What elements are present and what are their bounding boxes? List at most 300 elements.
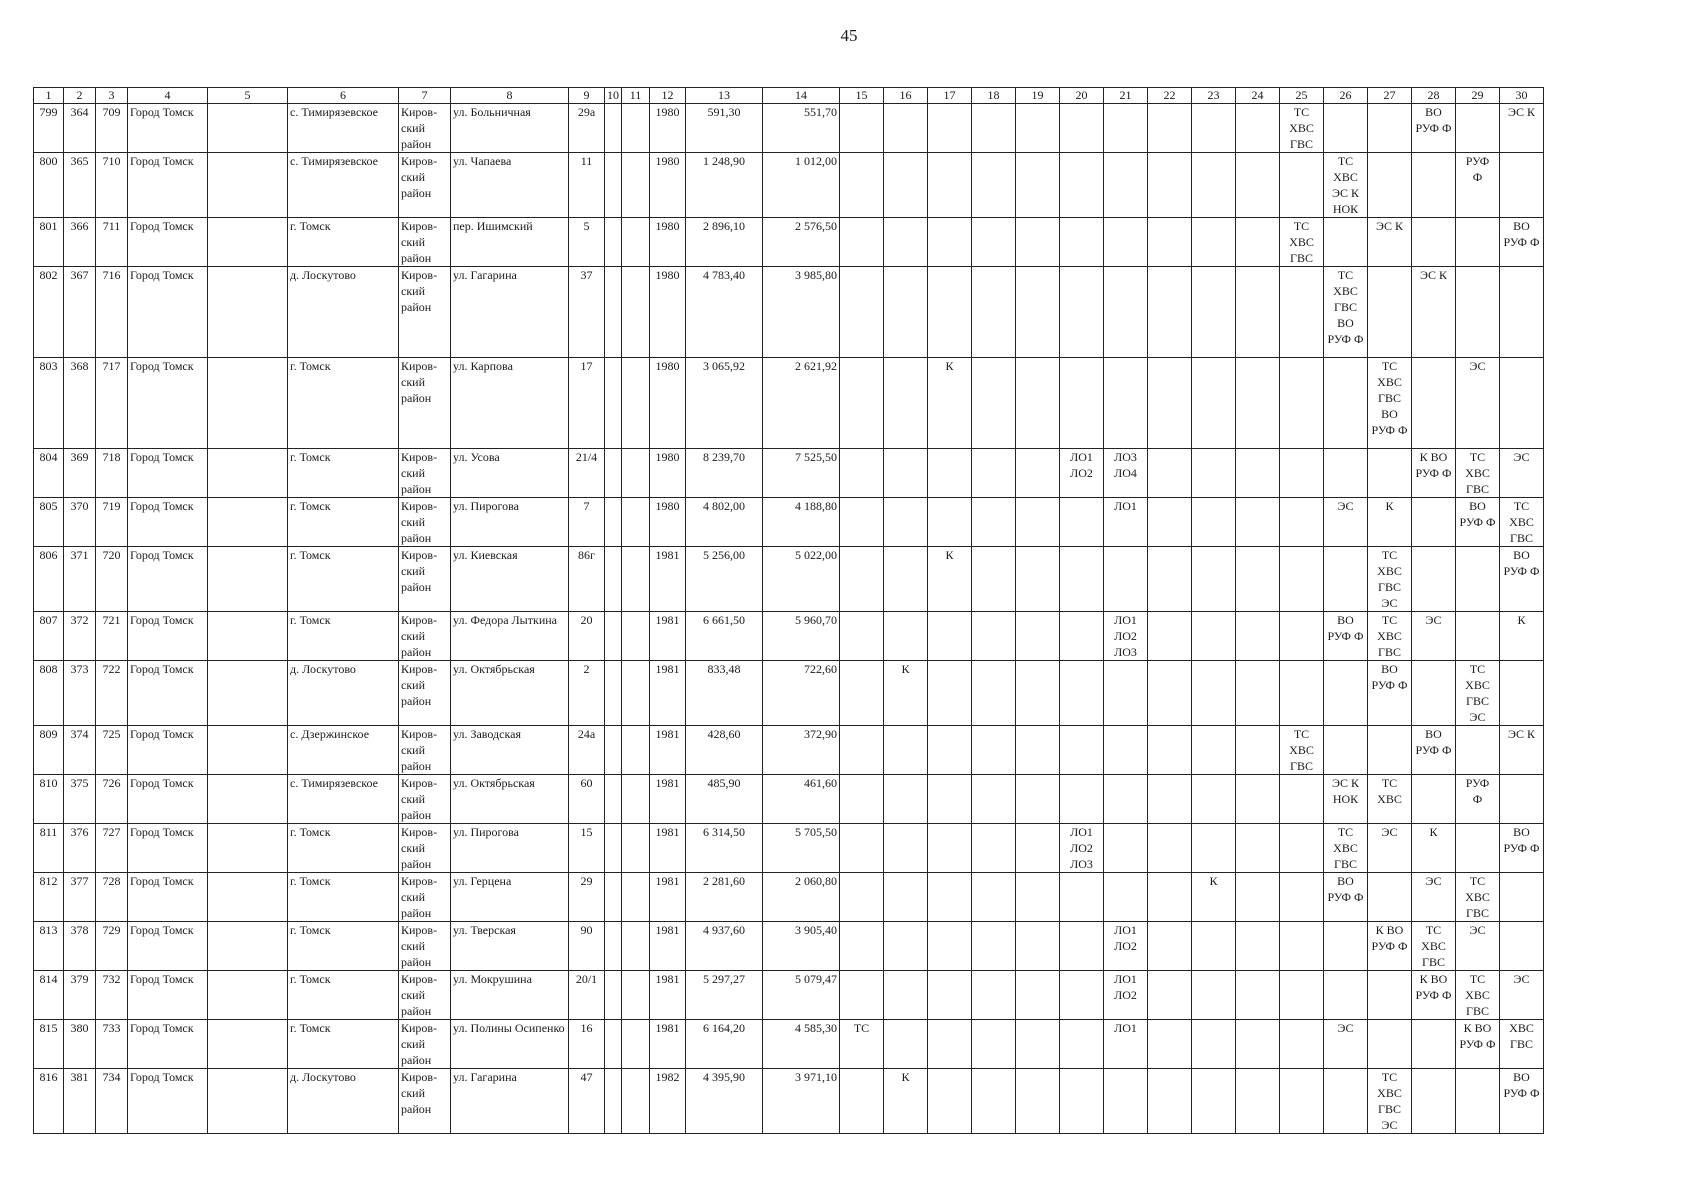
cell-col-22 xyxy=(1148,104,1192,153)
cell-street: ул. Мокрушина xyxy=(451,971,569,1020)
cell-total-area: 2 896,10 xyxy=(686,218,763,267)
cell-house-no: 29 xyxy=(569,873,605,922)
column-header-30: 30 xyxy=(1500,88,1544,104)
cell-col-24 xyxy=(1236,922,1280,971)
cell-house-no: 17 xyxy=(569,358,605,449)
cell-col-20 xyxy=(1060,358,1104,449)
cell-col-26 xyxy=(1324,922,1368,971)
cell-col-17 xyxy=(928,218,972,267)
cell-col-25 xyxy=(1280,153,1324,218)
table-row xyxy=(34,547,1544,612)
cell-col-10 xyxy=(605,358,622,449)
cell-col-19 xyxy=(1016,873,1060,922)
cell-living-area: 5 079,47 xyxy=(763,971,840,1020)
cell-col-11 xyxy=(622,1020,650,1069)
cell-col-30 xyxy=(1500,661,1544,726)
cell-settlement: г. Томск xyxy=(288,824,399,873)
cell-col-16 xyxy=(884,775,928,824)
cell-object-no: 734 xyxy=(96,1069,128,1134)
cell-district: Киров- ский район xyxy=(399,661,451,726)
cell-settlement: г. Томск xyxy=(288,971,399,1020)
cell-street: ул. Больничная xyxy=(451,104,569,153)
cell-col-21 xyxy=(1104,547,1148,612)
cell-col-21 xyxy=(1104,873,1148,922)
cell-col-25: ТС ХВС ГВС xyxy=(1280,218,1324,267)
cell-col-16 xyxy=(884,449,928,498)
cell-year-built: 1982 xyxy=(650,1069,686,1134)
cell-col-30: ХВС ГВС xyxy=(1500,1020,1544,1069)
cell-col-21 xyxy=(1104,775,1148,824)
cell-col-19 xyxy=(1016,661,1060,726)
cell-total-area: 2 281,60 xyxy=(686,873,763,922)
cell-living-area: 2 060,80 xyxy=(763,873,840,922)
cell-settlement: с. Тимирязевское xyxy=(288,104,399,153)
cell-row-no: 799 xyxy=(34,104,64,153)
cell-col-5 xyxy=(208,358,288,449)
cell-col-17 xyxy=(928,824,972,873)
cell-col-22 xyxy=(1148,547,1192,612)
cell-district: Киров- ский район xyxy=(399,612,451,661)
cell-col-19 xyxy=(1016,547,1060,612)
cell-year-built: 1981 xyxy=(650,922,686,971)
cell-settlement: с. Дзержинское xyxy=(288,726,399,775)
cell-col-15 xyxy=(840,612,884,661)
cell-settlement: д. Лоскутово xyxy=(288,267,399,358)
cell-col-26: ЭС xyxy=(1324,498,1368,547)
cell-street: пер. Ишимский xyxy=(451,218,569,267)
cell-living-area: 2 576,50 xyxy=(763,218,840,267)
cell-col-24 xyxy=(1236,547,1280,612)
cell-living-area: 1 012,00 xyxy=(763,153,840,218)
cell-col-18 xyxy=(972,661,1016,726)
cell-house-no: 47 xyxy=(569,1069,605,1134)
cell-local-no: 381 xyxy=(64,1069,96,1134)
cell-col-20 xyxy=(1060,612,1104,661)
cell-col-20 xyxy=(1060,547,1104,612)
cell-col-10 xyxy=(605,267,622,358)
cell-local-no: 379 xyxy=(64,971,96,1020)
cell-col-23 xyxy=(1192,661,1236,726)
cell-col-23 xyxy=(1192,726,1236,775)
table-row xyxy=(34,775,1544,824)
cell-col-10 xyxy=(605,498,622,547)
cell-municipality: Город Томск xyxy=(128,498,208,547)
cell-col-30: ЭС xyxy=(1500,971,1544,1020)
table-row xyxy=(34,104,1544,153)
cell-year-built: 1981 xyxy=(650,1020,686,1069)
cell-col-18 xyxy=(972,922,1016,971)
cell-object-no: 728 xyxy=(96,873,128,922)
cell-col-16 xyxy=(884,498,928,547)
cell-col-16 xyxy=(884,612,928,661)
cell-street: ул. Киевская xyxy=(451,547,569,612)
cell-house-no: 20 xyxy=(569,612,605,661)
cell-living-area: 5 022,00 xyxy=(763,547,840,612)
cell-row-no: 813 xyxy=(34,922,64,971)
cell-col-19 xyxy=(1016,726,1060,775)
cell-col-20 xyxy=(1060,661,1104,726)
column-header-20: 20 xyxy=(1060,88,1104,104)
column-header-23: 23 xyxy=(1192,88,1236,104)
cell-col-25 xyxy=(1280,922,1324,971)
cell-row-no: 815 xyxy=(34,1020,64,1069)
column-header-29: 29 xyxy=(1456,88,1500,104)
cell-col-27 xyxy=(1368,267,1412,358)
cell-col-27: ТС ХВС ГВС xyxy=(1368,612,1412,661)
cell-col-11 xyxy=(622,449,650,498)
column-number-header-row xyxy=(34,88,1544,104)
cell-col-22 xyxy=(1148,726,1192,775)
cell-col-5 xyxy=(208,873,288,922)
cell-district: Киров- ский район xyxy=(399,449,451,498)
cell-living-area: 2 621,92 xyxy=(763,358,840,449)
cell-col-29 xyxy=(1456,104,1500,153)
cell-col-26 xyxy=(1324,358,1368,449)
cell-total-area: 591,30 xyxy=(686,104,763,153)
cell-object-no: 733 xyxy=(96,1020,128,1069)
cell-col-15 xyxy=(840,218,884,267)
cell-col-16 xyxy=(884,1020,928,1069)
cell-settlement: г. Томск xyxy=(288,922,399,971)
cell-row-no: 807 xyxy=(34,612,64,661)
cell-settlement: г. Томск xyxy=(288,612,399,661)
cell-col-25 xyxy=(1280,449,1324,498)
cell-col-19 xyxy=(1016,1020,1060,1069)
column-header-1: 1 xyxy=(34,88,64,104)
cell-municipality: Город Томск xyxy=(128,358,208,449)
cell-object-no: 716 xyxy=(96,267,128,358)
cell-col-28: ТС ХВС ГВС xyxy=(1412,922,1456,971)
cell-col-24 xyxy=(1236,1020,1280,1069)
cell-col-20 xyxy=(1060,726,1104,775)
cell-col-5 xyxy=(208,104,288,153)
cell-col-17 xyxy=(928,498,972,547)
cell-col-22 xyxy=(1148,1069,1192,1134)
cell-row-no: 803 xyxy=(34,358,64,449)
cell-col-22 xyxy=(1148,498,1192,547)
cell-municipality: Город Томск xyxy=(128,267,208,358)
table-row xyxy=(34,449,1544,498)
cell-col-20 xyxy=(1060,267,1104,358)
cell-col-27 xyxy=(1368,449,1412,498)
cell-local-no: 364 xyxy=(64,104,96,153)
cell-local-no: 365 xyxy=(64,153,96,218)
cell-street: ул. Полины Осипенко xyxy=(451,1020,569,1069)
cell-living-area: 461,60 xyxy=(763,775,840,824)
column-header-16: 16 xyxy=(884,88,928,104)
cell-total-area: 428,60 xyxy=(686,726,763,775)
cell-col-18 xyxy=(972,104,1016,153)
cell-col-30 xyxy=(1500,358,1544,449)
cell-living-area: 5 705,50 xyxy=(763,824,840,873)
cell-col-10 xyxy=(605,449,622,498)
cell-col-26 xyxy=(1324,661,1368,726)
cell-house-no: 2 xyxy=(569,661,605,726)
cell-local-no: 374 xyxy=(64,726,96,775)
cell-col-29 xyxy=(1456,726,1500,775)
cell-col-15 xyxy=(840,971,884,1020)
cell-col-22 xyxy=(1148,661,1192,726)
cell-district: Киров- ский район xyxy=(399,498,451,547)
cell-year-built: 1981 xyxy=(650,873,686,922)
cell-local-no: 367 xyxy=(64,267,96,358)
cell-col-10 xyxy=(605,726,622,775)
cell-col-20 xyxy=(1060,1069,1104,1134)
cell-col-30: ВО РУФ Ф xyxy=(1500,824,1544,873)
cell-object-no: 720 xyxy=(96,547,128,612)
cell-col-10 xyxy=(605,104,622,153)
cell-col-25 xyxy=(1280,612,1324,661)
cell-col-11 xyxy=(622,726,650,775)
cell-col-22 xyxy=(1148,218,1192,267)
cell-col-18 xyxy=(972,218,1016,267)
cell-district: Киров- ский район xyxy=(399,547,451,612)
cell-col-20 xyxy=(1060,104,1104,153)
table-row xyxy=(34,612,1544,661)
cell-total-area: 6 164,20 xyxy=(686,1020,763,1069)
cell-col-5 xyxy=(208,1069,288,1134)
cell-col-10 xyxy=(605,775,622,824)
cell-row-no: 802 xyxy=(34,267,64,358)
cell-year-built: 1981 xyxy=(650,661,686,726)
cell-total-area: 4 937,60 xyxy=(686,922,763,971)
cell-col-25 xyxy=(1280,824,1324,873)
cell-district: Киров- ский район xyxy=(399,153,451,218)
cell-total-area: 1 248,90 xyxy=(686,153,763,218)
cell-col-15 xyxy=(840,449,884,498)
cell-district: Киров- ский район xyxy=(399,104,451,153)
cell-living-area: 4 585,30 xyxy=(763,1020,840,1069)
cell-col-29: ТС ХВС ГВС xyxy=(1456,873,1500,922)
cell-col-21 xyxy=(1104,153,1148,218)
cell-settlement: г. Томск xyxy=(288,873,399,922)
cell-col-17 xyxy=(928,612,972,661)
cell-settlement: с. Тимирязевское xyxy=(288,775,399,824)
cell-col-27: ТС ХВС ГВС ЭС xyxy=(1368,1069,1412,1134)
cell-col-26 xyxy=(1324,218,1368,267)
cell-municipality: Город Томск xyxy=(128,726,208,775)
cell-local-no: 371 xyxy=(64,547,96,612)
cell-living-area: 4 188,80 xyxy=(763,498,840,547)
cell-col-29 xyxy=(1456,612,1500,661)
cell-street: ул. Октябрьская xyxy=(451,775,569,824)
cell-col-20 xyxy=(1060,1020,1104,1069)
cell-col-18 xyxy=(972,498,1016,547)
cell-col-16: К xyxy=(884,1069,928,1134)
cell-district: Киров- ский район xyxy=(399,1069,451,1134)
cell-col-24 xyxy=(1236,498,1280,547)
cell-col-18 xyxy=(972,612,1016,661)
cell-total-area: 5 256,00 xyxy=(686,547,763,612)
cell-col-17: К xyxy=(928,547,972,612)
cell-col-30 xyxy=(1500,873,1544,922)
cell-col-27: ЭС К xyxy=(1368,218,1412,267)
cell-municipality: Город Томск xyxy=(128,922,208,971)
cell-row-no: 816 xyxy=(34,1069,64,1134)
cell-col-10 xyxy=(605,612,622,661)
table-row xyxy=(34,873,1544,922)
cell-col-19 xyxy=(1016,104,1060,153)
column-header-11: 11 xyxy=(622,88,650,104)
cell-year-built: 1980 xyxy=(650,449,686,498)
cell-street: ул. Гагарина xyxy=(451,1069,569,1134)
cell-municipality: Город Томск xyxy=(128,1020,208,1069)
cell-col-30 xyxy=(1500,922,1544,971)
cell-col-15 xyxy=(840,726,884,775)
cell-col-23 xyxy=(1192,104,1236,153)
cell-col-10 xyxy=(605,971,622,1020)
cell-col-27: ТС ХВС ГВС ЭС xyxy=(1368,547,1412,612)
cell-col-26 xyxy=(1324,971,1368,1020)
cell-col-22 xyxy=(1148,1020,1192,1069)
cell-col-17 xyxy=(928,873,972,922)
cell-col-23 xyxy=(1192,449,1236,498)
cell-street: ул. Федора Лыткина xyxy=(451,612,569,661)
cell-col-5 xyxy=(208,971,288,1020)
cell-total-area: 3 065,92 xyxy=(686,358,763,449)
column-header-2: 2 xyxy=(64,88,96,104)
cell-house-no: 15 xyxy=(569,824,605,873)
column-header-18: 18 xyxy=(972,88,1016,104)
cell-house-no: 16 xyxy=(569,1020,605,1069)
cell-col-5 xyxy=(208,661,288,726)
cell-col-16 xyxy=(884,267,928,358)
cell-col-18 xyxy=(972,153,1016,218)
cell-col-19 xyxy=(1016,358,1060,449)
cell-col-24 xyxy=(1236,612,1280,661)
cell-col-21 xyxy=(1104,267,1148,358)
cell-col-25 xyxy=(1280,661,1324,726)
cell-object-no: 729 xyxy=(96,922,128,971)
cell-year-built: 1981 xyxy=(650,824,686,873)
cell-col-10 xyxy=(605,824,622,873)
cell-col-28 xyxy=(1412,1020,1456,1069)
cell-object-no: 710 xyxy=(96,153,128,218)
cell-settlement: г. Томск xyxy=(288,498,399,547)
cell-municipality: Город Томск xyxy=(128,775,208,824)
cell-living-area: 5 960,70 xyxy=(763,612,840,661)
cell-col-24 xyxy=(1236,153,1280,218)
column-header-19: 19 xyxy=(1016,88,1060,104)
cell-row-no: 812 xyxy=(34,873,64,922)
cell-living-area: 3 971,10 xyxy=(763,1069,840,1134)
cell-col-17 xyxy=(928,971,972,1020)
cell-house-no: 86г xyxy=(569,547,605,612)
cell-col-20 xyxy=(1060,775,1104,824)
column-header-14: 14 xyxy=(763,88,840,104)
cell-district: Киров- ский район xyxy=(399,358,451,449)
cell-col-18 xyxy=(972,1069,1016,1134)
cell-col-21 xyxy=(1104,1069,1148,1134)
cell-col-26: ВО РУФ Ф xyxy=(1324,873,1368,922)
cell-col-5 xyxy=(208,218,288,267)
cell-col-26 xyxy=(1324,726,1368,775)
cell-col-18 xyxy=(972,775,1016,824)
cell-col-11 xyxy=(622,873,650,922)
cell-row-no: 811 xyxy=(34,824,64,873)
cell-col-28: К xyxy=(1412,824,1456,873)
cell-col-18 xyxy=(972,1020,1016,1069)
table-row xyxy=(34,1069,1544,1134)
cell-district: Киров- ский район xyxy=(399,824,451,873)
cell-house-no: 90 xyxy=(569,922,605,971)
table-row xyxy=(34,498,1544,547)
cell-col-24 xyxy=(1236,449,1280,498)
cell-col-23 xyxy=(1192,1069,1236,1134)
cell-col-22 xyxy=(1148,922,1192,971)
cell-col-16 xyxy=(884,824,928,873)
column-header-9: 9 xyxy=(569,88,605,104)
cell-col-28 xyxy=(1412,358,1456,449)
cell-house-no: 11 xyxy=(569,153,605,218)
cell-object-no: 725 xyxy=(96,726,128,775)
cell-col-23 xyxy=(1192,971,1236,1020)
cell-col-15 xyxy=(840,358,884,449)
cell-object-no: 726 xyxy=(96,775,128,824)
cell-col-26: ТС ХВС ГВС ВО РУФ Ф xyxy=(1324,267,1368,358)
cell-house-no: 5 xyxy=(569,218,605,267)
cell-local-no: 375 xyxy=(64,775,96,824)
cell-col-19 xyxy=(1016,612,1060,661)
cell-col-19 xyxy=(1016,775,1060,824)
cell-col-15: ТС xyxy=(840,1020,884,1069)
cell-col-26 xyxy=(1324,449,1368,498)
cell-col-21 xyxy=(1104,358,1148,449)
cell-col-10 xyxy=(605,153,622,218)
column-header-15: 15 xyxy=(840,88,884,104)
cell-col-23 xyxy=(1192,498,1236,547)
cell-col-15 xyxy=(840,873,884,922)
cell-col-23 xyxy=(1192,267,1236,358)
cell-col-29: ЭС xyxy=(1456,358,1500,449)
cell-object-no: 709 xyxy=(96,104,128,153)
column-header-24: 24 xyxy=(1236,88,1280,104)
cell-street: ул. Усова xyxy=(451,449,569,498)
table-body xyxy=(34,104,1544,1134)
cell-col-22 xyxy=(1148,449,1192,498)
cell-col-29 xyxy=(1456,218,1500,267)
cell-col-27 xyxy=(1368,104,1412,153)
cell-row-no: 808 xyxy=(34,661,64,726)
cell-col-5 xyxy=(208,547,288,612)
cell-year-built: 1980 xyxy=(650,358,686,449)
cell-year-built: 1980 xyxy=(650,498,686,547)
cell-col-17 xyxy=(928,726,972,775)
cell-col-29: ТС ХВС ГВС xyxy=(1456,971,1500,1020)
cell-col-25 xyxy=(1280,547,1324,612)
cell-house-no: 7 xyxy=(569,498,605,547)
column-header-13: 13 xyxy=(686,88,763,104)
cell-total-area: 4 802,00 xyxy=(686,498,763,547)
cell-col-27: К xyxy=(1368,498,1412,547)
cell-living-area: 3 985,80 xyxy=(763,267,840,358)
cell-col-16 xyxy=(884,726,928,775)
cell-col-21: ЛО3 ЛО4 xyxy=(1104,449,1148,498)
cell-col-22 xyxy=(1148,612,1192,661)
cell-col-17 xyxy=(928,661,972,726)
cell-municipality: Город Томск xyxy=(128,104,208,153)
cell-col-5 xyxy=(208,498,288,547)
cell-house-no: 60 xyxy=(569,775,605,824)
table-row xyxy=(34,1020,1544,1069)
cell-col-25 xyxy=(1280,267,1324,358)
cell-col-28: ВО РУФ Ф xyxy=(1412,104,1456,153)
cell-local-no: 366 xyxy=(64,218,96,267)
cell-col-17 xyxy=(928,922,972,971)
cell-col-17 xyxy=(928,153,972,218)
cell-col-29: РУФ Ф xyxy=(1456,153,1500,218)
cell-col-28: ЭС К xyxy=(1412,267,1456,358)
